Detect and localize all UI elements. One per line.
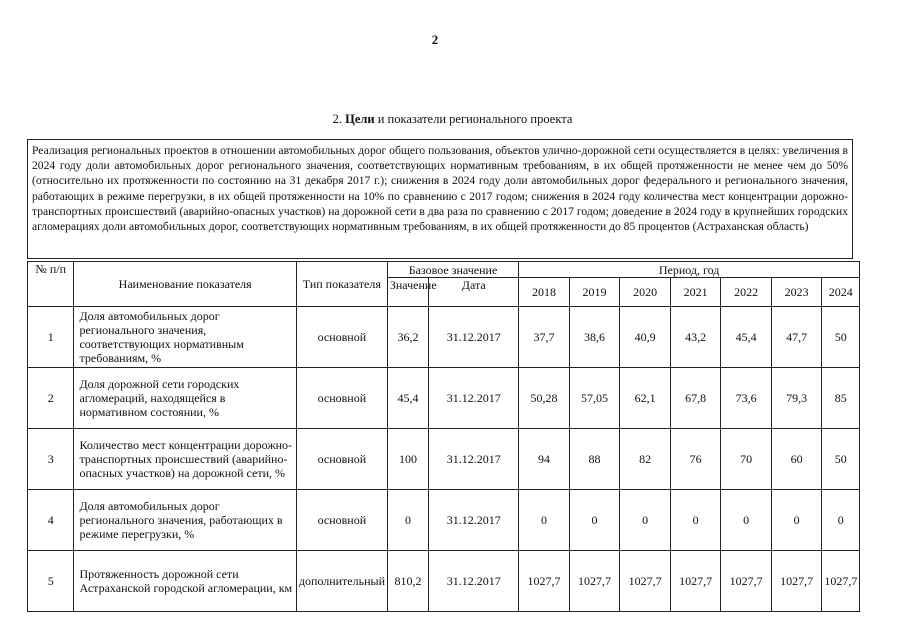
section-title (0, 112, 905, 127)
row-num: 5 (28, 551, 74, 612)
row-year-value: 0 (822, 490, 860, 551)
row-year-value: 70 (721, 429, 772, 490)
row-type: дополнительный (296, 551, 387, 612)
row-year-value: 85 (822, 368, 860, 429)
row-year-value: 0 (670, 490, 721, 551)
header-year: 2019 (569, 278, 620, 307)
row-year-value: 0 (721, 490, 772, 551)
row-base-value: 45,4 (387, 368, 428, 429)
header-year: 2022 (721, 278, 772, 307)
row-year-value: 1027,7 (771, 551, 822, 612)
row-year-value: 1027,7 (721, 551, 772, 612)
table-row (28, 490, 860, 551)
row-name: Доля автомобильных дорог регионального значения, работающих в режиме перегрузки, % (74, 490, 296, 551)
row-year-value: 38,6 (569, 307, 620, 368)
row-num: 1 (28, 307, 74, 368)
header-period: Период, год (519, 262, 860, 278)
row-base-value: 0 (387, 490, 428, 551)
row-year-value: 73,6 (721, 368, 772, 429)
row-year-value: 62,1 (620, 368, 671, 429)
header-date: Дата (429, 278, 519, 307)
row-year-value: 50,28 (519, 368, 570, 429)
row-year-value: 43,2 (670, 307, 721, 368)
row-type: основной (296, 429, 387, 490)
row-year-value: 1027,7 (822, 551, 860, 612)
indicators-table (27, 261, 860, 612)
section-title-bold-word: Цели (345, 112, 375, 126)
row-year-value: 88 (569, 429, 620, 490)
header-year: 2018 (519, 278, 570, 307)
row-year-value: 50 (822, 429, 860, 490)
intro-paragraph: Реализация региональных проектов в отношении автомобильных дорог общего пользования, объектов улично-дорожной сети осуществляется в целях: увеличения в 2024 году доли автомобильных дорог регионального значения, соответствующих нормативным требованиям, в их общей протяженности не менее чем до 50% (относительно их протяженности по состоянию на 31 декабря 2017 г.); снижения в 2024 году доли автомобильных дорог федерального и регионального значения, работающих в режиме перегрузки, в их общей протяженности на 10% по сравнению с 2017 годом; снижения в 2024 году количества мест концентрации дорожно-транспортных происшествий (аварийно-опасных участков) на дорожной сети в два раза по сравнению с 2017 годом; доведение в 2024 году в крупнейших городских агломерациях доли автомобильных дорог, соответствующих нормативным требованиям, в их общей протяженности до 85 процентов (Астраханская область) (27, 139, 853, 259)
page-number: 2 (431, 32, 439, 47)
row-type: основной (296, 490, 387, 551)
header-year: 2023 (771, 278, 822, 307)
row-num: 3 (28, 429, 74, 490)
table-row (28, 429, 860, 490)
row-num: 2 (28, 368, 74, 429)
row-name: Доля дорожной сети городских агломераций, находящейся в нормативном состоянии, % (74, 368, 296, 429)
row-year-value: 1027,7 (620, 551, 671, 612)
row-year-value: 0 (519, 490, 570, 551)
row-base-date: 31.12.2017 (429, 490, 519, 551)
table-row (28, 307, 860, 368)
row-year-value: 1027,7 (519, 551, 570, 612)
table-header (28, 262, 860, 307)
header-year: 2021 (670, 278, 721, 307)
row-type: основной (296, 368, 387, 429)
row-base-date: 31.12.2017 (429, 551, 519, 612)
header-base: Базовое значение (387, 262, 518, 278)
row-year-value: 82 (620, 429, 671, 490)
row-base-value: 36,2 (387, 307, 428, 368)
header-year: 2024 (822, 278, 860, 307)
header-num: № п/п (28, 262, 74, 307)
header-year: 2020 (620, 278, 671, 307)
header-value: Значение (387, 278, 428, 307)
row-year-value: 40,9 (620, 307, 671, 368)
table-row (28, 368, 860, 429)
row-base-value: 810,2 (387, 551, 428, 612)
row-year-value: 1027,7 (670, 551, 721, 612)
row-year-value: 47,7 (771, 307, 822, 368)
table-row (28, 551, 860, 612)
section-title-prefix: 2. (332, 112, 346, 126)
row-base-date: 31.12.2017 (429, 429, 519, 490)
row-base-date: 31.12.2017 (429, 368, 519, 429)
row-name: Количество мест концентрации дорожно-транспортных происшествий (аварийно-опасных участков) на дорожной сети, % (74, 429, 296, 490)
row-year-value: 94 (519, 429, 570, 490)
row-year-value: 76 (670, 429, 721, 490)
section-title-rest: и показатели регионального проекта (374, 112, 573, 126)
row-name: Протяженность дорожной сети Астраханской городской агломерации, км (74, 551, 296, 612)
row-year-value: 79,3 (771, 368, 822, 429)
row-year-value: 1027,7 (569, 551, 620, 612)
row-name: Доля автомобильных дорог регионального значения, соответствующих нормативным требованиям, % (74, 307, 296, 368)
row-year-value: 0 (771, 490, 822, 551)
row-year-value: 0 (569, 490, 620, 551)
row-type: основной (296, 307, 387, 368)
row-year-value: 57,05 (569, 368, 620, 429)
row-year-value: 67,8 (670, 368, 721, 429)
row-year-value: 45,4 (721, 307, 772, 368)
header-type: Тип показателя (296, 262, 387, 307)
row-year-value: 50 (822, 307, 860, 368)
row-num: 4 (28, 490, 74, 551)
row-year-value: 37,7 (519, 307, 570, 368)
row-base-value: 100 (387, 429, 428, 490)
row-base-date: 31.12.2017 (429, 307, 519, 368)
row-year-value: 60 (771, 429, 822, 490)
row-year-value: 0 (620, 490, 671, 551)
header-name: Наименование показателя (74, 262, 296, 307)
